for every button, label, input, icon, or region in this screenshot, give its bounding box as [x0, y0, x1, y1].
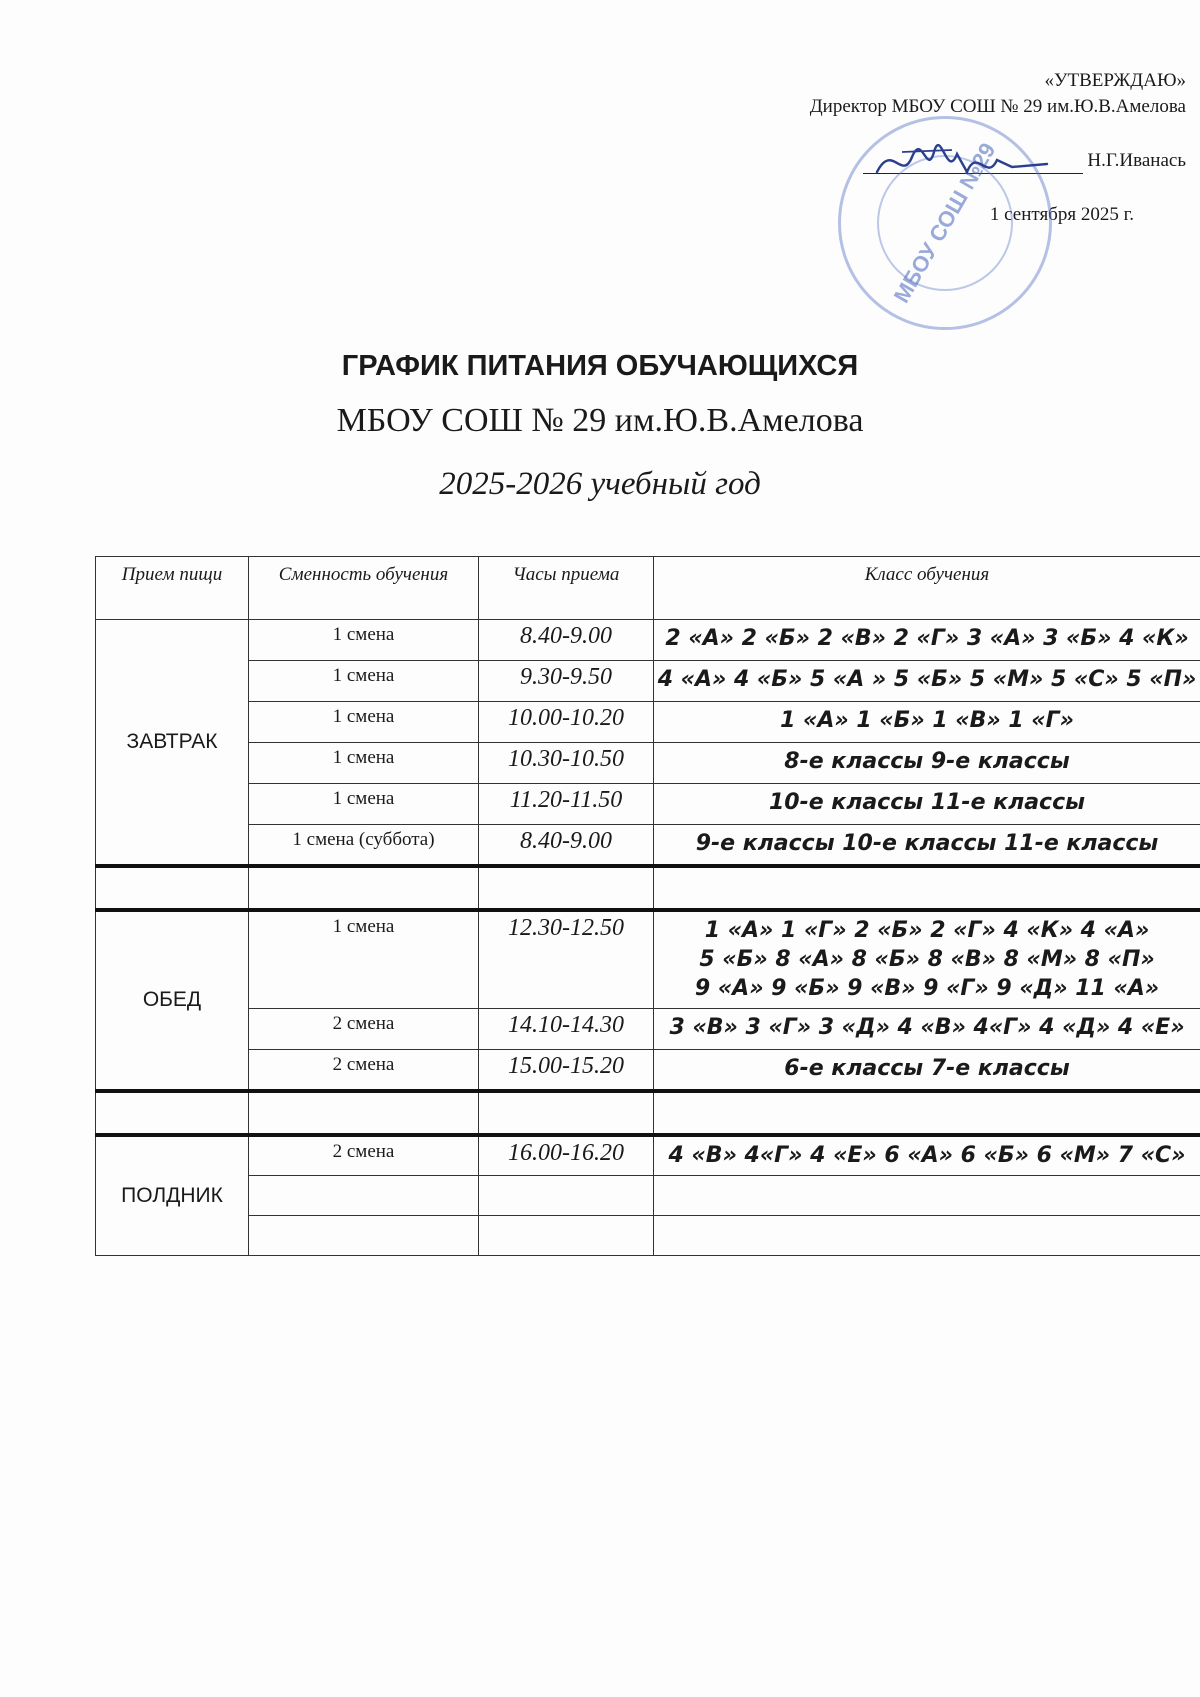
classes-cell: 10-е классы 11-е классы — [654, 784, 1200, 825]
meal-breakfast: ЗАВТРАК — [96, 620, 249, 866]
hours-cell: 10.30-10.50 — [479, 743, 654, 784]
academic-year: 2025-2026 учебный год — [439, 466, 761, 502]
table-spacer-row — [96, 1091, 1200, 1135]
approval-date: 1 сентября 2025 г. — [989, 204, 1134, 225]
header-hours: Часы приема — [479, 557, 654, 620]
classes-cell: 9-е классы 10-е классы 11-е классы — [654, 825, 1200, 866]
classes-cell: 8-е классы 9-е классы — [654, 743, 1200, 784]
shift-cell: 1 смена — [249, 910, 479, 1009]
table-row — [96, 1135, 1200, 1176]
school-name: МБОУ СОШ № 29 им.Ю.В.Амелова — [336, 402, 864, 439]
classes-cell: 4 «А» 4 «Б» 5 «А » 5 «Б» 5 «М» 5 «С» 5 «П» — [654, 661, 1200, 702]
shift-cell: 1 смена — [249, 784, 479, 825]
classes-cell — [654, 910, 1200, 1009]
table-spacer-row — [96, 866, 1200, 910]
table-row — [96, 1050, 1200, 1091]
table-row — [96, 620, 1200, 661]
shift-cell: 2 смена — [249, 1009, 479, 1050]
hours-cell: 10.00-10.20 — [479, 702, 654, 743]
classes-line: 5 «Б» 8 «А» 8 «Б» 8 «В» 8 «М» 8 «П» — [699, 946, 1155, 972]
classes-cell: 1 «А» 1 «Б» 1 «В» 1 «Г» — [654, 702, 1200, 743]
hours-cell: 8.40-9.00 — [479, 620, 654, 661]
shift-cell: 1 смена — [249, 661, 479, 702]
signature-icon — [872, 132, 1052, 192]
table-row — [96, 825, 1200, 866]
shift-cell: 2 смена — [249, 1135, 479, 1176]
shift-cell: 2 смена — [249, 1050, 479, 1091]
classes-cell: 6-е классы 7-е классы — [654, 1050, 1200, 1091]
classes-cell: 3 «В» 3 «Г» 3 «Д» 4 «В» 4«Г» 4 «Д» 4 «Е» — [654, 1009, 1200, 1050]
shift-cell: 1 смена — [249, 620, 479, 661]
shift-cell: 1 смена — [249, 743, 479, 784]
table-row — [96, 1009, 1200, 1050]
table-row — [96, 661, 1200, 702]
table-row — [96, 910, 1200, 1009]
shift-cell: 1 смена — [249, 702, 479, 743]
meal-snack: ПОЛДНИК — [96, 1135, 249, 1256]
table-row — [96, 1176, 1200, 1216]
meal-schedule-table — [95, 556, 1200, 1256]
hours-cell: 14.10-14.30 — [479, 1009, 654, 1050]
hours-cell: 9.30-9.50 — [479, 661, 654, 702]
table-row — [96, 784, 1200, 825]
page-title: ГРАФИК ПИТАНИЯ ОБУЧАЮЩИХСЯ — [341, 350, 859, 382]
hours-cell: 15.00-15.20 — [479, 1050, 654, 1091]
hours-cell: 11.20-11.50 — [479, 784, 654, 825]
hours-cell: 12.30-12.50 — [479, 910, 654, 1009]
header-classes: Класс обучения — [654, 557, 1200, 620]
approval-position: Директор МБОУ СОШ № 29 им.Ю.В.Амелова — [809, 96, 1186, 117]
approval-heading: «УТВЕРЖДАЮ» — [1044, 70, 1186, 91]
director-name: Н.Г.Иванась — [1087, 150, 1186, 171]
shift-cell: 1 смена (суббота) — [249, 825, 479, 866]
classes-line: 9 «А» 9 «Б» 9 «В» 9 «Г» 9 «Д» 11 «А» — [694, 975, 1160, 1001]
classes-cell: 2 «А» 2 «Б» 2 «В» 2 «Г» 3 «А» 3 «Б» 4 «К» — [654, 620, 1200, 661]
table-header-row — [96, 557, 1200, 620]
hours-cell: 16.00-16.20 — [479, 1135, 654, 1176]
header-meal: Прием пищи — [96, 557, 249, 620]
table-row — [96, 743, 1200, 784]
meal-lunch: ОБЕД — [96, 910, 249, 1091]
stamp-text: МБОУ СОШ №29 — [888, 138, 1001, 308]
table-row — [96, 1216, 1200, 1256]
hours-cell: 8.40-9.00 — [479, 825, 654, 866]
table-row — [96, 702, 1200, 743]
header-shift: Сменность обучения — [249, 557, 479, 620]
classes-line: 1 «А» 1 «Г» 2 «Б» 2 «Г» 4 «К» 4 «А» — [704, 917, 1150, 943]
classes-cell: 4 «В» 4«Г» 4 «Е» 6 «А» 6 «Б» 6 «М» 7 «С» — [654, 1135, 1200, 1176]
